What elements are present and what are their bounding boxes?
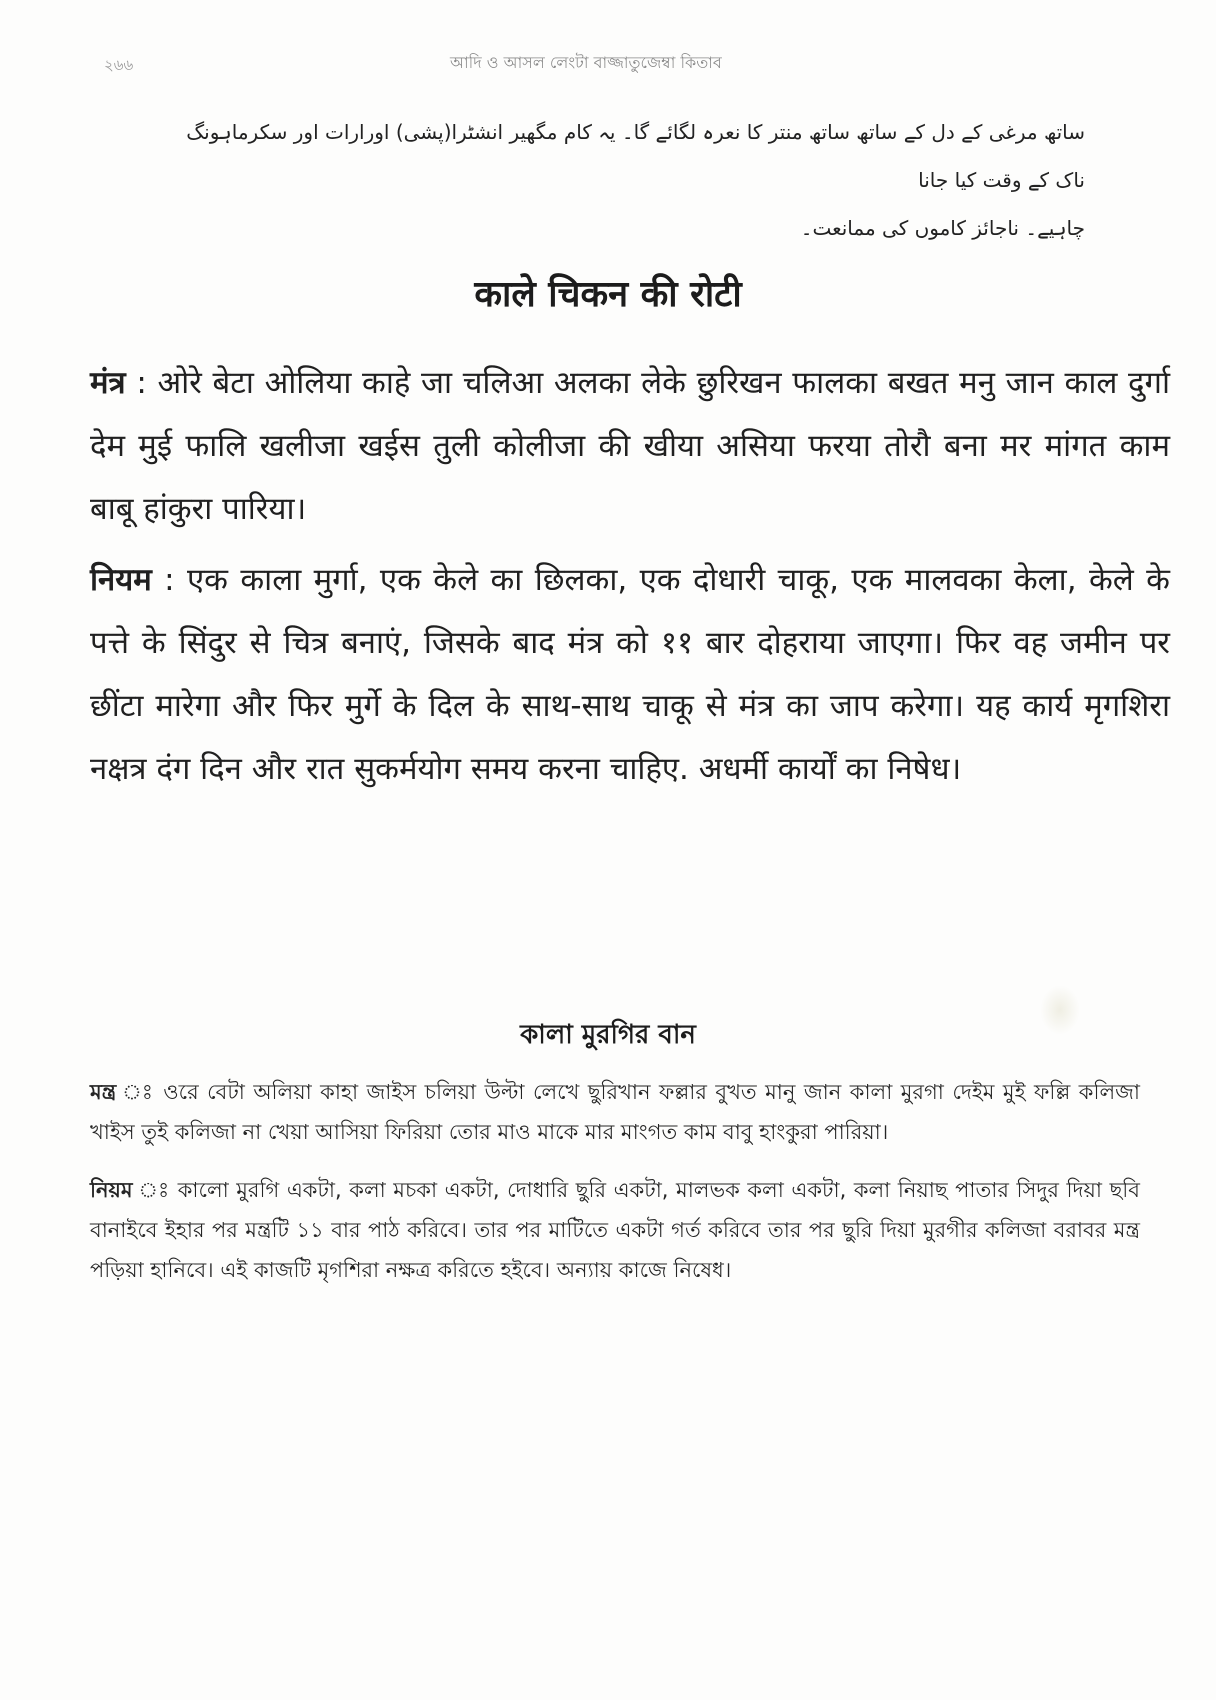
page-number: ২৬৬ xyxy=(104,56,134,74)
hindi-mantra-label: मंत्र xyxy=(90,365,126,401)
hindi-mantra-paragraph xyxy=(90,352,1170,541)
bengali-mantra-text: ঃ ওরে বেটা অলিয়া কাহা জাইস চলিয়া উল্টা লেখে ছুরিখান ফল্লার বুখত মানু জান কালা মুরগা দেইম মুই ফল্লি কলিজা খাইস তুই কলিজা না খেয়া আসিয়া ফিরিয়া তোর মাও মাকে মার মাংগত কাম বাবু হাংকুরা পারিয়া। xyxy=(90,1080,1140,1144)
running-head: আদি ও আসল লেংটা বাজ্জাতুজেম্বা কিতাব xyxy=(450,53,722,72)
hindi-section-body xyxy=(90,352,1170,809)
bengali-niyam-paragraph xyxy=(90,1170,1140,1290)
bengali-section-title: কালা মুরগির বান xyxy=(520,1020,696,1050)
bengali-niyam-label: নিয়ম xyxy=(90,1178,133,1202)
urdu-line-2: چاہیے۔ ناجائز کاموں کی ممانعت۔ xyxy=(800,216,1085,240)
hindi-niyam-paragraph xyxy=(90,549,1170,801)
hindi-mantra-text: : ओरे बेटा ओलिया काहे जा चलिआ अलका लेके छुरिखन फालका बखत मनु जान काल दुर्गा देम मुई फालि खलीजा खईस तुली कोलीजा की खीया असिया फरया तोरौ बना मर मांगत काम बाबू हांकुरा पारिया। xyxy=(90,365,1170,527)
bengali-niyam-text: ঃ কালো মুরগি একটা, কলা মচকা একটা, দোধারি ছুরি একটা, মালভক কলা একটা, কলা নিয়াছ পাতার সিদুর দিয়া ছবি বানাইবে ইহার পর মন্ত্রটি ১১ বার পাঠ করিবে। তার পর মাটিতে একটা গর্ত করিবে তার পর ছুরি দিয়া মুরগীর কলিজা বরাবর মন্ত্র পড়িয়া হানিবে। এই কাজটি মৃগশিরা নক্ষত্র করিতে হইবে। অন্যায় কাজে নিষেধ। xyxy=(90,1178,1140,1282)
urdu-paragraph xyxy=(180,108,1085,252)
bengali-section-body xyxy=(90,1072,1140,1308)
hindi-niyam-text: : एक काला मुर्गा, एक केले का छिलका, एक दोधारी चाकू, एक मालवका केला, केले के पत्ते के सिंदुर से चित्र बनाएं, जिसके बाद मंत्र को ११ बार दोहराया जाएगा। फिर वह जमीन पर छींटा मारेगा और फिर मुर्गे के दिल के साथ-साथ चाकू से मंत्र का जाप करेगा। यह कार्य मृगशिरा नक्षत्र दंग दिन और रात सुकर्मयोग समय करना चाहिए. अधर्मी कार्यों का निषेध। xyxy=(90,562,1170,787)
bengali-mantra-paragraph xyxy=(90,1072,1140,1152)
hindi-niyam-label: नियम xyxy=(90,562,152,598)
urdu-line-1: ساتھ مرغی کے دل کے ساتھ ساتھ منتر کا نعرہ لگائے گا۔ یہ کام مگھیر انشٹرا(پشی) اورارات اور سکرماہونگ ناک کے وقت کیا جانا xyxy=(186,120,1085,192)
hindi-section-title: काले चिकन की रोटी xyxy=(474,274,742,315)
bengali-mantra-label: মন্ত্র xyxy=(90,1080,117,1104)
